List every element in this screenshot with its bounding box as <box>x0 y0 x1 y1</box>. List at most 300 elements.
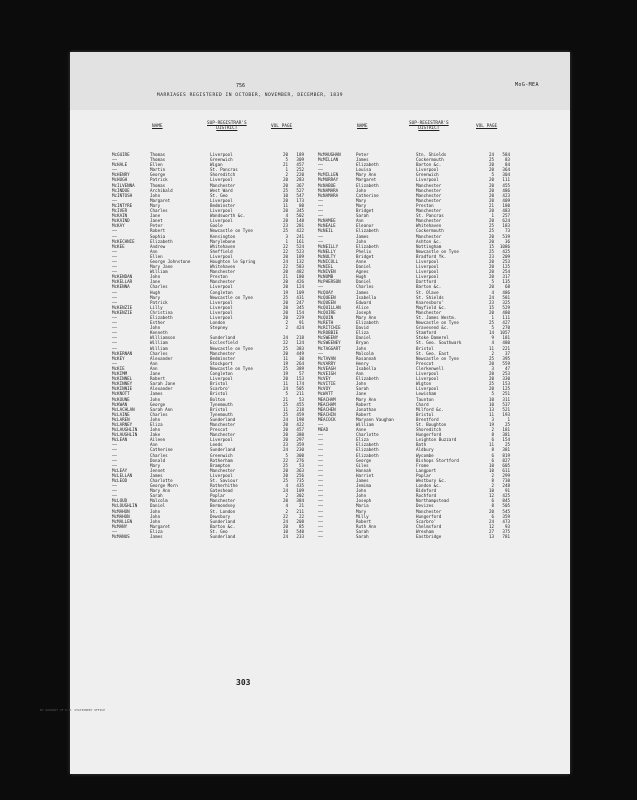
entry-volume: 5 <box>491 391 494 397</box>
name-header-label: NAME <box>152 124 163 129</box>
entry-volume: 10 <box>488 396 494 402</box>
entry-page: 381 <box>502 447 510 453</box>
entry-district: Stepney <box>210 325 228 331</box>
entry-surname: McKAIND <box>112 218 130 224</box>
entry-volume: 22 <box>282 264 288 270</box>
entry-surname: —— <box>112 447 118 453</box>
entry-page: 37 <box>504 350 510 356</box>
entry-district: St. London <box>210 508 236 514</box>
entry-forename: Esther <box>150 320 166 326</box>
entry-volume: 20 <box>488 386 494 392</box>
entry-district: Marylebone <box>210 238 236 244</box>
entry-volume: 23 <box>282 442 288 448</box>
entry-surname: McMAUGHAN <box>318 152 341 157</box>
entry-district: Liverpool <box>210 304 233 310</box>
entry-district: Sunderland <box>210 518 236 524</box>
entry-volume: 8 <box>491 503 494 509</box>
entry-page: 304 <box>502 172 510 178</box>
entry-forename: Hannah <box>356 467 372 473</box>
entry-surname: McINDOE <box>112 187 130 193</box>
entry-surname: —— <box>112 233 118 239</box>
entry-volume: 19 <box>488 421 494 427</box>
entry-page: 345 <box>296 304 304 310</box>
entry-surname: McLAINE <box>112 411 130 417</box>
entry-page: 505 <box>502 503 510 509</box>
entry-volume: 20 <box>488 284 494 290</box>
entry-surname: —— <box>112 315 118 320</box>
entry-page: 537 <box>502 401 510 407</box>
entry-district: Nottingham <box>416 243 442 249</box>
entry-page: 819 <box>502 452 510 458</box>
entry-district: Frome <box>416 462 429 468</box>
entry-page: 345 <box>296 208 304 214</box>
volpage-header-label: VOL PAGE <box>271 124 293 129</box>
entry-page: 135 <box>502 279 510 285</box>
entry-volume: 20 <box>282 182 288 188</box>
page-number: 303 <box>236 678 251 687</box>
entry-surname: McPHERSON <box>318 279 341 285</box>
entry-district: St. Geo. Southwark <box>416 340 462 346</box>
entry-district: Lewisham <box>416 391 437 397</box>
entry-volume: 4 <box>285 503 288 509</box>
entry-forename: James <box>356 233 369 239</box>
entry-surname: McHUGH <box>112 177 128 183</box>
entry-district: Manchester <box>416 233 442 239</box>
entry-volume: 6 <box>491 437 494 443</box>
entry-forename: John <box>150 325 161 331</box>
entry-volume: 22 <box>282 248 288 254</box>
entry-district: Knaresboro' <box>416 299 444 305</box>
entry-forename: Alexander <box>150 386 173 392</box>
entry-page: 457 <box>296 162 304 168</box>
district-header-top: SUP-REGISTRAR'S <box>409 121 449 126</box>
entry-page: 124 <box>296 284 304 290</box>
entry-forename: Elizabeth <box>356 162 379 168</box>
entry-page: 381 <box>502 432 510 438</box>
entry-page: 111 <box>502 177 510 183</box>
entry-page: 422 <box>296 421 304 427</box>
entry-page: 730 <box>502 478 510 483</box>
right-district-header <box>409 121 449 131</box>
entry-volume: 22 <box>282 243 288 249</box>
entry-forename: Agnes <box>356 269 369 275</box>
entry-forename: Ruth Ann <box>356 523 377 529</box>
entry-district: Chard <box>416 401 429 407</box>
entry-volume: 20 <box>282 437 288 443</box>
left-entry-list <box>112 152 342 539</box>
entry-forename: Ann <box>356 371 364 377</box>
entry-page: 505 <box>296 386 304 392</box>
entry-volume: 6 <box>491 452 494 458</box>
entry-surname: McNEIL <box>318 228 334 234</box>
entry-volume: 24 <box>282 416 288 422</box>
entry-volume: 4 <box>285 213 288 219</box>
entry-volume: 19 <box>282 371 288 377</box>
entry-surname: —— <box>318 472 324 478</box>
entry-district: St. James Westm. <box>416 315 457 320</box>
entry-page: 276 <box>296 457 304 463</box>
entry-forename: Ellen <box>150 162 163 168</box>
entry-district: Scarbro' <box>210 386 231 392</box>
entry-surname: McKEE <box>112 243 125 249</box>
entry-district: Manchester <box>210 182 236 188</box>
entry-page: 264 <box>296 360 304 366</box>
entry-district: Westbury &c. <box>416 478 447 483</box>
entry-surname: —— <box>112 228 118 234</box>
entry-district: Manchester <box>416 218 442 224</box>
entry-volume: 20 <box>488 197 494 203</box>
entry-surname: McKENZIE <box>112 309 133 315</box>
entry-surname: McINTOSH <box>112 192 133 198</box>
entry-page: 581 <box>502 294 510 300</box>
entry-surname: McMANY <box>112 523 128 529</box>
entry-district: Liverpool <box>210 253 233 259</box>
entry-volume: 4 <box>491 289 494 295</box>
entry-page: 735 <box>296 478 304 483</box>
entry-forename: Ann <box>150 365 158 371</box>
entry-forename: Daniel <box>356 335 372 341</box>
entry-volume: 23 <box>488 299 494 305</box>
entry-page: 211 <box>296 508 304 514</box>
entry-surname: —— <box>112 253 118 259</box>
entry-page: 330 <box>502 376 510 382</box>
entry-forename: Rosannah <box>356 355 377 361</box>
entry-page: 1086 <box>499 243 510 249</box>
entry-page: 229 <box>296 315 304 320</box>
entry-page: 426 <box>296 279 304 285</box>
entry-surname: McNULTY <box>318 253 336 259</box>
entry-forename: William <box>356 421 374 427</box>
entry-volume: 2 <box>285 325 288 331</box>
entry-volume: 13 <box>488 534 494 540</box>
entry-page: 559 <box>502 360 510 366</box>
entry-volume: 19 <box>282 289 288 295</box>
entry-forename: Robert <box>356 518 372 524</box>
entry-volume: 11 <box>282 381 288 387</box>
entry-forename: John <box>356 345 367 351</box>
entry-district: St. Geo. East <box>416 350 449 356</box>
entry-page: 423 <box>502 192 510 198</box>
entry-page: 241 <box>296 233 304 239</box>
entry-district: Liverpool <box>210 309 233 315</box>
entry-surname: —— <box>112 167 118 173</box>
entry-forename: George <box>150 401 166 407</box>
entry-volume: 10 <box>488 488 494 494</box>
left-name-header <box>152 124 163 129</box>
entry-forename: Margaret <box>356 177 377 183</box>
entry-district: Newcastle on Tyne <box>210 365 253 371</box>
entry-page: 375 <box>502 528 510 534</box>
entry-page: 174 <box>296 381 304 387</box>
list-item <box>112 534 342 539</box>
entry-forename: Robert <box>150 228 166 234</box>
entry-surname: McHALE <box>112 162 128 168</box>
entry-district: Wigan <box>210 162 223 168</box>
entry-forename: James <box>356 157 369 163</box>
entry-volume: 25 <box>488 355 494 361</box>
entry-page: 449 <box>296 350 304 356</box>
entry-page: 25 <box>504 421 510 427</box>
entry-surname: McWATT <box>318 391 334 397</box>
page-header-band <box>70 52 570 110</box>
entry-page: 21 <box>298 503 304 509</box>
entry-page: 545 <box>502 508 510 514</box>
entry-district: Manchester <box>416 192 442 198</box>
entry-volume: 20 <box>488 162 494 168</box>
entry-surname: McNEILLY <box>318 243 339 249</box>
entry-surname: McLAREN <box>112 416 130 422</box>
entry-surname: —— <box>318 447 324 453</box>
entry-district: Gravesend &c. <box>416 325 449 331</box>
entry-district: Aldbury <box>416 447 434 453</box>
entry-district: Liverpool <box>416 371 439 377</box>
volume-mark: 756 <box>236 83 246 89</box>
entry-volume: 4 <box>285 483 288 489</box>
entry-page: 47 <box>504 365 510 371</box>
entry-forename: Catherine <box>150 447 173 453</box>
entry-volume: 15 <box>488 243 494 249</box>
entry-volume: 20 <box>488 218 494 224</box>
entry-volume: 1 <box>285 238 288 244</box>
entry-page: 181 <box>502 335 510 341</box>
entry-surname: MEACHIN <box>318 411 336 417</box>
entry-district: Langport <box>416 467 437 473</box>
entry-page: 473 <box>502 518 510 524</box>
entry-surname: —— <box>318 518 324 524</box>
entry-surname: McLEAN <box>112 437 128 443</box>
entry-forename: Jane <box>150 371 161 377</box>
entry-volume: 25 <box>282 411 288 417</box>
entry-forename: Jane <box>356 391 367 397</box>
entry-surname: —— <box>318 478 324 483</box>
entry-volume: 20 <box>282 299 288 305</box>
entry-volume: 2 <box>285 172 288 178</box>
entry-district: Bedminster <box>210 202 236 208</box>
entry-district: Liverpool <box>416 274 439 280</box>
entry-surname: —— <box>112 360 118 366</box>
entry-forename: Mary <box>150 294 161 300</box>
entry-page: 57 <box>298 371 304 377</box>
entry-page: 781 <box>502 534 510 540</box>
entry-forename: Edward <box>356 299 372 305</box>
entry-volume: 11 <box>488 411 494 417</box>
entry-forename: Sarah Jane <box>150 381 176 387</box>
entry-district: Shoreditch <box>210 172 236 178</box>
entry-volume: 20 <box>488 264 494 270</box>
entry-surname: —— <box>112 157 118 163</box>
entry-volume: 4 <box>491 340 494 346</box>
entry-district: Stockport <box>210 360 233 366</box>
entry-page: 427 <box>502 320 510 326</box>
entry-forename: Mary Ann <box>150 488 171 494</box>
entry-page: 233 <box>296 534 304 540</box>
entry-forename: Elizabeth <box>356 447 379 453</box>
entry-surname: McMURRAY <box>318 177 339 183</box>
entry-forename: Jake <box>150 432 161 438</box>
entry-surname: —— <box>112 340 118 346</box>
entry-district: Manchester <box>416 508 442 514</box>
entry-forename: Bridget <box>356 208 374 214</box>
entry-district: Ashton &c. <box>416 238 442 244</box>
entry-district: St. Boughton <box>416 421 447 427</box>
entry-surname: McLOUD <box>112 498 128 504</box>
entry-volume: 12 <box>488 523 494 529</box>
entry-volume: 1 <box>285 167 288 173</box>
entry-district: Stamford <box>416 330 437 336</box>
entry-volume: 5 <box>285 157 288 163</box>
entry-volume: 24 <box>488 294 494 300</box>
entry-page: 30 <box>298 355 304 361</box>
entry-volume: 2 <box>491 483 494 489</box>
entry-district: Liverpool <box>416 264 439 270</box>
entry-district: Brentford <box>416 416 439 422</box>
entry-page: 482 <box>296 269 304 275</box>
entry-district: Tynemouth <box>210 401 233 407</box>
entry-surname: McNICOLL <box>318 258 339 264</box>
entry-volume: 20 <box>282 218 288 224</box>
entry-surname: McNAMEE <box>318 218 336 224</box>
entry-page: 189 <box>296 152 304 157</box>
entry-district: Scarbro' <box>416 518 437 524</box>
entry-surname: —— <box>318 202 324 208</box>
entry-page: 252 <box>296 167 304 173</box>
entry-forename: John <box>356 488 367 494</box>
volpage-header-label: VOL PAGE <box>476 124 498 129</box>
entry-district: Greenwich <box>210 157 233 163</box>
entry-surname: McKENZIE <box>112 304 133 310</box>
entry-volume: 20 <box>282 279 288 285</box>
entry-surname: —— <box>318 523 324 529</box>
district-header-bottom: DISTRICT <box>418 126 440 131</box>
entry-page: 521 <box>502 406 510 412</box>
entry-volume: 10 <box>488 467 494 473</box>
entry-surname: —— <box>318 467 324 473</box>
entry-forename: Hugh <box>150 289 161 295</box>
entry-forename: James <box>150 472 163 478</box>
entry-forename: John <box>150 508 161 514</box>
entry-page: 36 <box>504 238 510 244</box>
entry-volume: 24 <box>282 488 288 494</box>
entry-page: 73 <box>504 228 510 234</box>
entry-page: 527 <box>296 187 304 193</box>
entry-district: St. Olave <box>416 289 439 295</box>
entry-forename: Joseph <box>356 498 372 504</box>
entry-volume: 11 <box>282 202 288 208</box>
entry-volume: 1 <box>491 315 494 320</box>
entry-page: 220 <box>296 172 304 178</box>
entry-volume: 24 <box>282 335 288 341</box>
entry-district: Wandsworth &c. <box>210 213 246 219</box>
entry-page: 380 <box>296 432 304 438</box>
entry-forename: Malcolm <box>356 350 374 356</box>
entry-page: 359 <box>502 513 510 519</box>
entry-surname: —— <box>112 452 118 458</box>
entry-district: Manchester <box>416 187 442 193</box>
entry-district: Liverpool <box>416 167 439 173</box>
entry-page: 80 <box>298 202 304 208</box>
entry-forename: George Johnstone <box>150 258 191 264</box>
entry-page: 624 <box>502 218 510 224</box>
entry-forename: Janet <box>150 218 163 224</box>
entry-forename: John <box>356 381 367 387</box>
entry-forename: Jane <box>150 213 161 219</box>
entry-volume: 24 <box>488 152 494 157</box>
entry-forename: James <box>356 289 369 295</box>
entry-page: 132 <box>296 258 304 264</box>
entry-page: 93 <box>504 523 510 529</box>
entry-volume: 25 <box>282 345 288 351</box>
entry-forename: William <box>150 340 168 346</box>
entry-surname: —— <box>318 233 324 239</box>
entry-volume: 20 <box>282 432 288 438</box>
entry-forename: John <box>356 187 367 193</box>
entry-forename: Bryan <box>356 340 369 346</box>
entry-surname: MEACHEN <box>318 406 336 412</box>
entry-forename: Elizabeth <box>356 243 379 249</box>
entry-volume: 24 <box>282 534 288 540</box>
entry-page: 218 <box>296 335 304 341</box>
list-item <box>318 534 548 539</box>
entry-district: Newcastle on Tyne <box>210 294 253 300</box>
entry-forename: Giles <box>356 462 369 468</box>
entry-surname: McSWEENEY <box>318 340 341 346</box>
entry-forename: Charles <box>150 350 168 356</box>
entry-page: 480 <box>502 340 510 346</box>
entry-district: Wigton <box>416 381 432 387</box>
entry-surname: McIVER <box>112 208 128 214</box>
entry-forename: Sarah <box>150 493 163 499</box>
entry-page: 486 <box>502 187 510 193</box>
entry-district: Liverpool <box>210 152 233 157</box>
entry-forename: Martin <box>150 167 166 173</box>
entry-page: 422 <box>296 228 304 234</box>
entry-forename: Alice <box>356 304 369 310</box>
entry-forename: Charlotte <box>356 432 379 438</box>
entry-volume: 20 <box>282 177 288 183</box>
entry-forename: Eliza <box>356 437 369 443</box>
entry-page: 523 <box>296 248 304 254</box>
entry-volume: 11 <box>282 355 288 361</box>
entry-volume: 20 <box>488 258 494 264</box>
entry-forename: James <box>356 478 369 483</box>
entry-forename: Ann <box>150 248 158 254</box>
district-header-bottom: DISTRICT <box>216 126 238 131</box>
entry-volume: 25 <box>488 381 494 387</box>
entry-district: Manchester <box>416 197 442 203</box>
entry-volume: 24 <box>282 258 288 264</box>
entry-district: St. Geo <box>210 192 228 198</box>
entry-volume: 11 <box>488 442 494 448</box>
entry-forename: Charles <box>356 284 374 290</box>
entry-volume: 5 <box>491 325 494 331</box>
entry-surname: McKINNEY <box>112 381 133 387</box>
entry-forename: Eleanor <box>356 223 374 229</box>
entry-surname: —— <box>318 493 324 499</box>
entry-volume: 2 <box>491 472 494 478</box>
entry-district: Poplar <box>210 493 226 499</box>
entry-forename: John <box>150 274 161 280</box>
entry-surname: McLOUGHLIN <box>112 503 138 509</box>
entry-forename: Elizabeth <box>150 238 173 244</box>
entry-page: 154 <box>296 309 304 315</box>
entry-page: 253 <box>502 258 510 264</box>
entry-forename: Sophia <box>150 233 166 239</box>
entry-surname: —— <box>318 432 324 438</box>
entry-forename: Elizabeth <box>356 182 379 188</box>
entry-volume: 20 <box>488 238 494 244</box>
entry-forename: John <box>150 396 161 402</box>
entry-district: Whitehaven <box>416 223 442 229</box>
